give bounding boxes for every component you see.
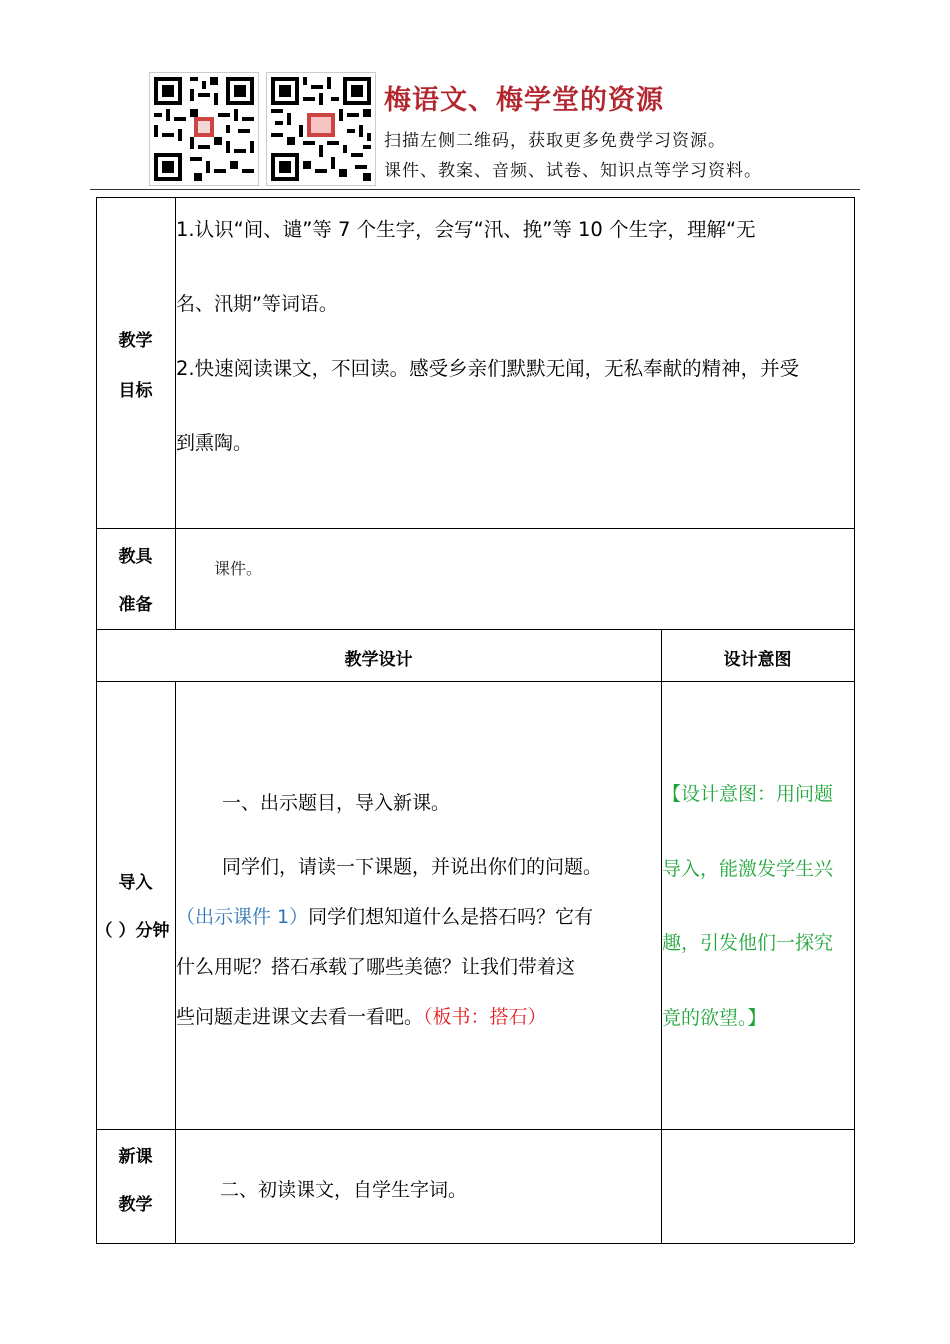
intent-line-2: 导入，能激发学生兴 xyxy=(662,858,834,880)
objective-line-1: 1.认识“间、谴”等 7 个生字，会写“汛、挽”等 10 个生字，理解“无 xyxy=(176,218,756,241)
board-note: （板书：搭石） xyxy=(423,1006,547,1028)
newlesson-heading: 二、初读课文，自学生字词。 xyxy=(220,1179,468,1201)
intro-label-line2: （ ）分钟 xyxy=(95,921,170,941)
objectives-label xyxy=(96,328,175,404)
objective-line-4: 到熏陶。 xyxy=(176,432,253,454)
header-divider xyxy=(90,189,860,190)
row-divider-objectives xyxy=(96,528,854,529)
objectives-label-line1: 教学 xyxy=(118,331,153,351)
table-border-bottom xyxy=(96,1243,854,1244)
qr-code-icon xyxy=(150,73,258,185)
objective-line-2: 名、汛期”等词语。 xyxy=(176,293,338,315)
design-header-right: 设计意图 xyxy=(723,650,792,670)
qr-code-right xyxy=(266,72,376,186)
tools-label xyxy=(96,544,175,618)
intent-line-4: 竟的欲望。】 xyxy=(662,1007,767,1029)
intro-para-line1: 同学们，请读一下课题，并说出你们的问题。 xyxy=(222,856,603,878)
design-header-left: 教学设计 xyxy=(344,650,413,670)
qr-code-left xyxy=(149,72,259,186)
newlesson-label-line1: 新课 xyxy=(118,1147,153,1167)
table-border-right xyxy=(854,197,855,1243)
tools-label-line2: 准备 xyxy=(118,595,153,615)
intro-label xyxy=(96,870,175,944)
intent-line-3: 趣，引发他们一探究 xyxy=(662,932,834,954)
table-border-top xyxy=(96,197,854,198)
brand-title: 梅语文、梅学堂的资源 xyxy=(384,85,664,116)
label-column-divider-top xyxy=(175,197,176,629)
tools-content: 课件。 xyxy=(214,559,263,578)
intro-para-line2-rest: 同学们想知道什么是搭石吗？它有 xyxy=(308,906,594,928)
intro-para-line3: 什么用呢？搭石承载了哪些美德？让我们带着这 xyxy=(176,956,576,978)
intro-para-line4-text: 些问题走进课文去看一看吧。 xyxy=(176,1006,424,1028)
newlesson-label-line2: 教学 xyxy=(118,1195,153,1215)
intro-heading: 一、出示题目，导入新课。 xyxy=(222,792,451,814)
courseware-reference: （出示课件 1） xyxy=(176,906,309,928)
newlesson-label xyxy=(96,1144,175,1218)
intro-label-line1: 导入 xyxy=(118,873,153,893)
qr-code-icon xyxy=(267,73,375,185)
tools-label-line1: 教具 xyxy=(118,547,153,567)
row-divider-design-header xyxy=(96,681,854,682)
objective-line-3: 2.快速阅读课文，不回读。感受乡亲们默默无闻，无私奉献的精神，并受 xyxy=(176,357,800,380)
row-divider-tools xyxy=(96,629,854,630)
brand-subtitle-line1: 扫描左侧二维码，获取更多免费学习资源。 xyxy=(384,131,726,151)
page-header xyxy=(0,0,950,200)
row-divider-intro xyxy=(96,1129,854,1130)
intro-para-line4 xyxy=(176,1002,547,1029)
objectives-label-line2: 目标 xyxy=(118,381,153,401)
intent-line-1: 【设计意图：用问题 xyxy=(662,783,834,805)
brand-subtitle-line2: 课件、教案、音频、试卷、知识点等学习资料。 xyxy=(384,161,762,181)
intro-para-line2 xyxy=(176,902,593,929)
